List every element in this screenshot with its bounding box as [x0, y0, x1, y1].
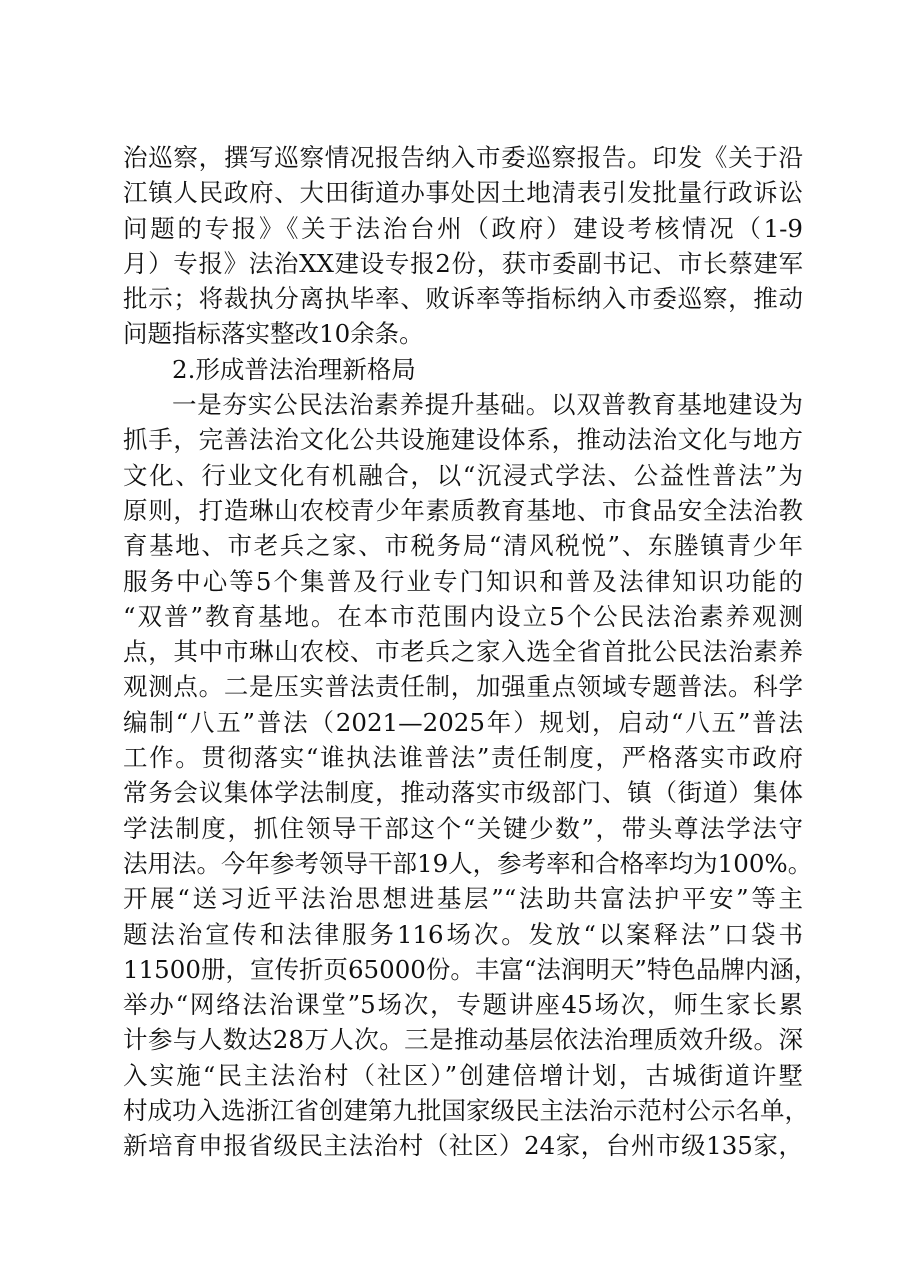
text-line: 常务会议集体学法制度，推动落实市级部门、镇（街道）集体 [123, 778, 803, 808]
text-line: 抓手，完善法治文化公共设施建设体系，推动法治文化与地方 [123, 425, 803, 455]
text-line: 计参与人数达28万人次。三是推动基层依法治理质效升级。深 [123, 1025, 803, 1055]
text-line: 批示；将裁执分离执毕率、败诉率等指标纳入市委巡察，推动 [123, 284, 803, 314]
text-line: 月）专报》法治XX建设专报2份，获市委副书记、市长蔡建军 [123, 248, 803, 278]
text-line: 工作。贯彻落实“谁执法谁普法”责任制度，严格落实市政府 [123, 743, 803, 773]
text-line: 举办“网络法治课堂”5场次，专题讲座45场次，师生家长累 [123, 990, 803, 1020]
text-line: 新培育申报省级民主法治村（社区）24家，台州市级135家， [123, 1131, 803, 1161]
text-line: 开展“送习近平法治思想进基层”“法助共富法护平安”等主 [123, 884, 803, 914]
text-line: 点，其中市琳山农校、市老兵之家入选全省首批公民法治素养 [123, 637, 803, 667]
text-line: “双普”教育基地。在本市范围内设立5个公民法治素养观测 [123, 601, 803, 631]
body-text [123, 140, 819, 1164]
text-line: 观测点。二是压实普法责任制，加强重点领域专题普法。科学 [123, 672, 803, 702]
text-line: 一是夯实公民法治素养提升基础。以双普教育基地建设为 [172, 390, 803, 420]
text-line: 法用法。今年参考领导干部19人，参考率和合格率均为100%。 [123, 848, 813, 878]
text-line: 文化、行业文化有机融合，以“沉浸式学法、公益性普法”为 [123, 460, 803, 490]
text-line: 育基地、市老兵之家、市税务局“清风税悦”、东塍镇青少年 [123, 531, 803, 561]
text-line: 治巡察，撰写巡察情况报告纳入市委巡察报告。印发《关于沿 [123, 143, 803, 172]
text-line: 问题的专报》《关于法治台州（政府）建设考核情况（1-9 [123, 213, 803, 243]
text-line: 入实施“民主法治村（社区）”创建倍增计划，古城街道许墅 [123, 1060, 803, 1090]
text-line: 11500册，宣传折页65000份。丰富“法润明天”特色品牌内涵， [123, 954, 819, 984]
text-line: 学法制度，抓住领导干部这个“关键少数”，带头尊法学法守 [123, 813, 803, 843]
text-line: 编制“八五”普法（2021—2025年）规划，启动“八五”普法 [123, 707, 803, 737]
text-line: 题法治宣传和法律服务116场次。发放“以案释法”口袋书 [123, 919, 803, 949]
text-line: 村成功入选浙江省创建第九批国家级民主法治示范村公示名单， [123, 1096, 809, 1126]
text-line: 问题指标落实整改10余条。 [123, 319, 424, 349]
text-line: 原则，打造琳山农校青少年素质教育基地、市食品安全法治教 [123, 495, 803, 525]
text-line: 江镇人民政府、大田街道办事处因土地清表引发批量行政诉讼 [123, 178, 803, 208]
text-line: 服务中心等5个集普及行业专门知识和普及法律知识功能的 [123, 566, 803, 596]
text-line: 2.形成普法治理新格局 [172, 354, 416, 384]
